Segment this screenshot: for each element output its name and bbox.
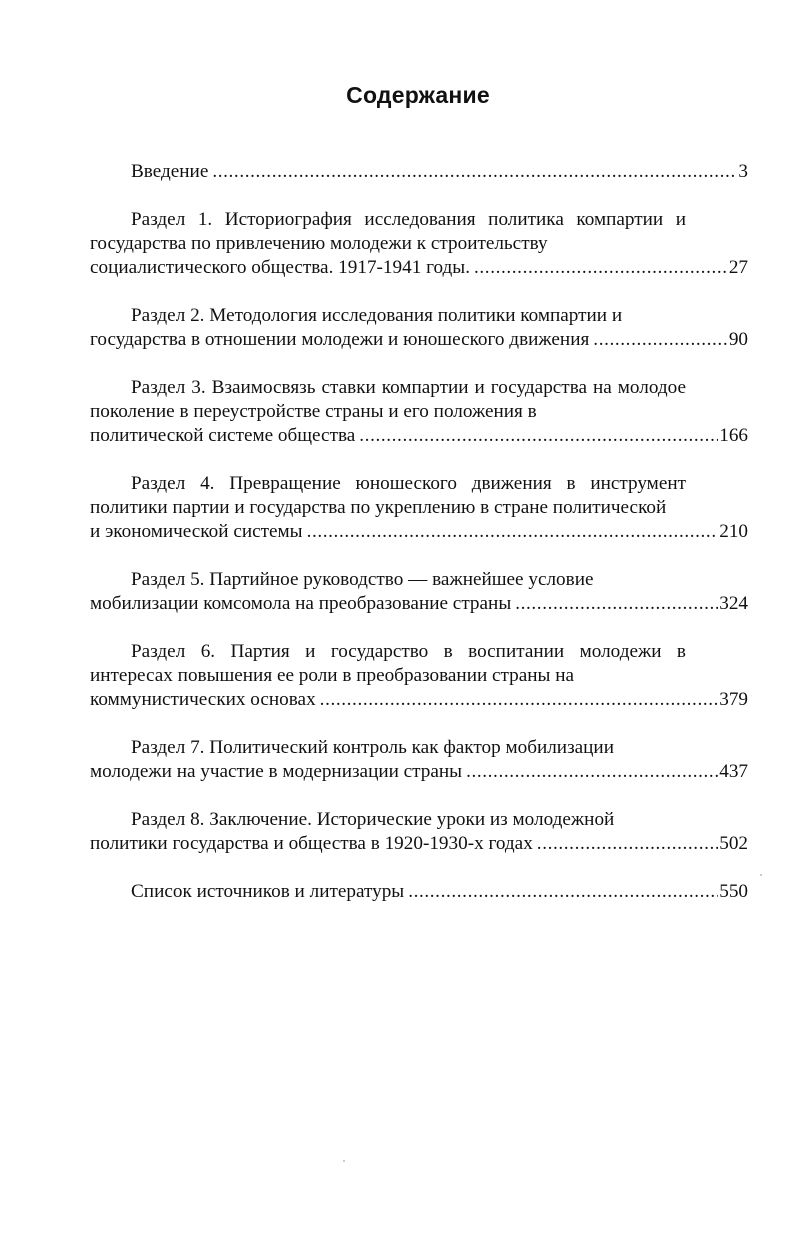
toc-entry-text: Раздел 6. Партия и государство в воспитании молодежи в интересах повышения ее роли в преобразовании страны на xyxy=(90,641,686,686)
toc-entry-section-6 xyxy=(90,640,748,712)
toc-entry-lastline xyxy=(90,688,748,712)
toc-page-number: 27 xyxy=(728,257,748,278)
toc-entry-title: Введение xyxy=(131,161,209,182)
toc-entry-lastline xyxy=(90,520,748,544)
toc-page-number: 3 xyxy=(738,161,748,182)
toc-entry-lastline xyxy=(90,424,748,448)
page-title: Содержание xyxy=(346,82,490,108)
toc-entry-lastline xyxy=(90,592,748,616)
scan-speck xyxy=(760,874,762,876)
toc-page-number: 90 xyxy=(728,329,748,350)
toc-entry-title: государства в отношении молодежи и юношеского движения xyxy=(90,329,590,350)
toc-entry-lastline xyxy=(90,760,748,784)
toc-entry-bibliography xyxy=(131,880,748,904)
toc-entry-title: социалистического общества. 1917-1941 годы. xyxy=(90,257,470,278)
toc-entry-text: Раздел 3. Взаимосвязь ставки компартии и государства на молодое поколение в переустройстве страны и его положения в xyxy=(90,377,686,422)
toc-entry-section-4 xyxy=(90,472,748,544)
toc-page-number: 166 xyxy=(719,425,748,446)
toc-page-number: 502 xyxy=(719,833,748,854)
toc-page-number: 324 xyxy=(719,593,748,614)
toc-entry-lastline xyxy=(131,160,748,184)
toc-entry-lastline xyxy=(90,832,748,856)
dot-leader xyxy=(307,520,719,544)
toc-entry-section-2 xyxy=(90,304,748,352)
dot-leader xyxy=(537,832,718,856)
toc-entry-section-3 xyxy=(90,376,748,448)
dot-leader xyxy=(515,592,718,616)
toc-entry-text: Раздел 1. Историография исследования политика компартии и государства по привлечению молодежи к строительству xyxy=(90,209,686,254)
toc-entry-lastline xyxy=(90,256,748,280)
toc-page-number: 437 xyxy=(719,761,748,782)
toc-entry-section-7 xyxy=(90,736,748,784)
toc-entry-text: Раздел 4. Превращение юношеского движения в инструмент политики партии и государства по укреплению в стране политической xyxy=(90,473,686,518)
toc-entry-lastline xyxy=(90,328,748,352)
toc-entry-text: Раздел 7. Политический контроль как фактор мобилизации xyxy=(131,737,614,758)
toc-entry-title: Список источников и литературы xyxy=(131,881,405,902)
dot-leader xyxy=(474,256,728,280)
toc-entry-title: молодежи на участие в модернизации страны xyxy=(90,761,463,782)
toc-entry-title: и экономической системы xyxy=(90,521,303,542)
toc-entry-section-8 xyxy=(90,808,748,856)
dot-leader xyxy=(320,688,719,712)
toc-entry-title: коммунистических основах xyxy=(90,689,316,710)
toc-page-number: 379 xyxy=(719,689,748,710)
dot-leader xyxy=(359,424,718,448)
dot-leader xyxy=(593,328,728,352)
dot-leader xyxy=(212,160,737,184)
toc-entry-text: Раздел 2. Методология исследования политики компартии и xyxy=(131,305,623,326)
table-of-contents xyxy=(90,160,750,928)
dot-leader xyxy=(466,760,718,784)
toc-entry-introduction xyxy=(131,160,748,184)
toc-entry-text: Раздел 8. Заключение. Исторические уроки из молодежной xyxy=(131,809,615,830)
toc-page-number: 550 xyxy=(719,881,748,902)
toc-entry-section-1 xyxy=(90,208,748,280)
scan-speck xyxy=(343,1160,345,1162)
toc-entry-title: политики государства и общества в 1920-1930-х годах xyxy=(90,833,533,854)
toc-entry-text: Раздел 5. Партийное руководство — важнейшее условие xyxy=(131,569,594,590)
toc-page-number: 210 xyxy=(719,521,748,542)
toc-entry-section-5 xyxy=(90,568,748,616)
toc-entry-title: политической системе общества xyxy=(90,425,356,446)
toc-entry-lastline xyxy=(131,880,748,904)
dot-leader xyxy=(408,880,718,904)
toc-entry-title: мобилизации комсомола на преобразование страны xyxy=(90,593,512,614)
